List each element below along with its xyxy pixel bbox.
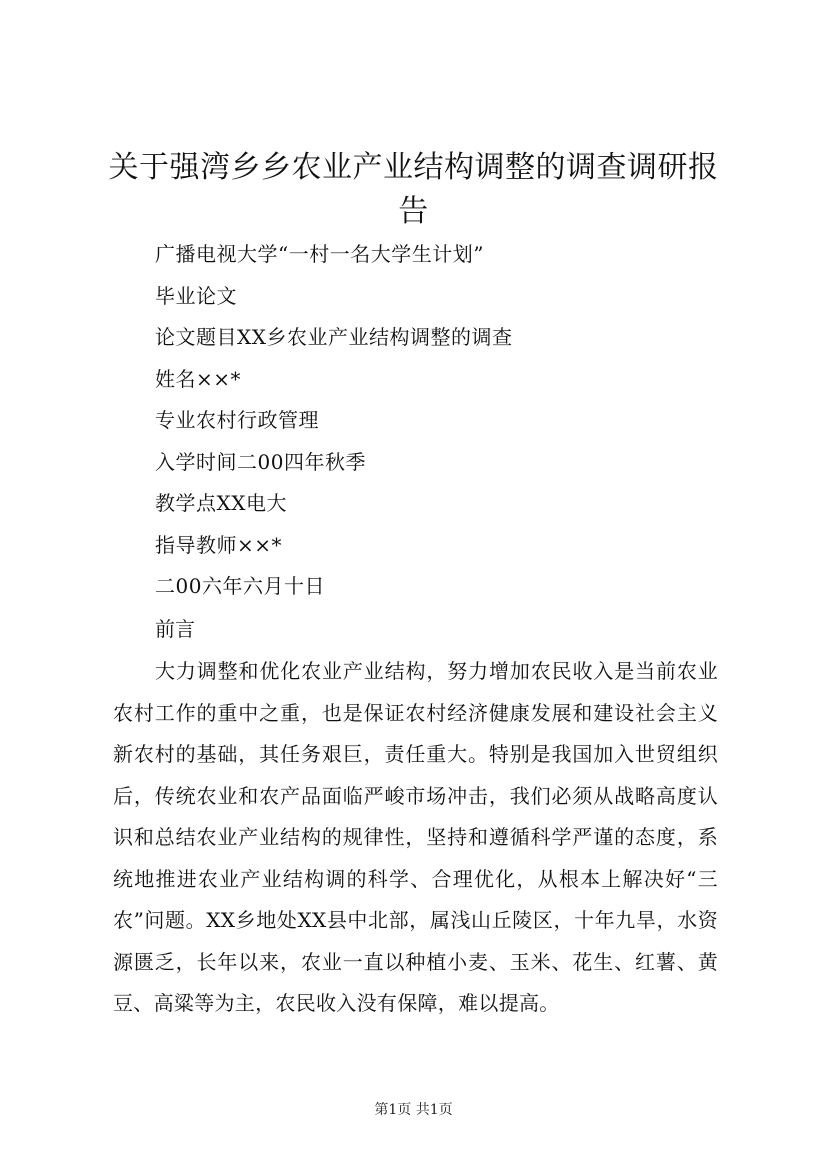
preface-heading: 前言 (155, 617, 195, 641)
meta-line: 姓名××* (155, 366, 242, 391)
meta-line: 专业农村行政管理 (155, 408, 319, 432)
meta-line: 二00六年六月十日 (155, 574, 325, 598)
meta-line: 指导教师××* (155, 532, 283, 557)
thesis-meta-list (155, 234, 512, 608)
page-footer: 第1页 共1页 (374, 1102, 453, 1118)
meta-line: 论文题目XX乡农业产业结构调整的调查 (155, 325, 513, 349)
document-title: 关于强湾乡乡农业产业结构调整的调查调研报告 (108, 150, 719, 229)
meta-line: 入学时间二00四年秋季 (155, 449, 366, 474)
body-paragraph: 大力调整和优化农业产业结构，努力增加农民收入是当前农业农村工作的重中之重，也是保证农村经济健康发展和建设社会主义新农村的基础，其任务艰巨，责任重大。特别是我国加入世贸组织后，传统农业和农产品面临严峻市场冲击，我们必须从战略高度认识和总结农业产业结构的规律性，坚持和遵循科学严谨的态度，系统地推进农业产业结构调的科学、合理优化，从根本上解决好“三农”问题。XX乡地处XX县中北部，属浅山丘陵区，十年九旱，水资源匮乏，长年以来，农业一直以种植小麦、玉米、花生、红薯、黄豆、高粱等为主，农民收入没有保障，难以提高。 (113, 659, 718, 1015)
meta-line: 广播电视大学“一村一名大学生计划” (155, 242, 484, 266)
meta-line: 毕业论文 (155, 283, 237, 308)
meta-line: 教学点XX电大 (155, 491, 287, 515)
